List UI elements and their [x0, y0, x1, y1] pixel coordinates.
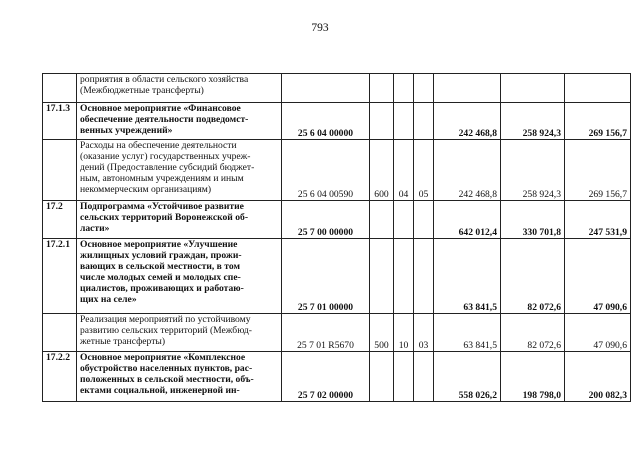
row-value-2: 258 924,3 — [501, 103, 565, 140]
row-code — [43, 140, 77, 201]
row-col3 — [370, 74, 394, 103]
row-name: Подпрограмма «Устойчивое развитие сельских территорий Воронежской об- ласти» — [77, 201, 282, 239]
page-number: 793 — [311, 22, 329, 34]
row-col3: 600 — [370, 140, 394, 201]
row-col3: 500 — [370, 314, 394, 352]
row-col4 — [394, 239, 414, 314]
row-kbk: 25 6 04 00590 — [282, 140, 370, 201]
row-value-3 — [565, 74, 631, 103]
row-col4 — [394, 352, 414, 402]
table-row — [43, 140, 631, 201]
row-code: 17.2 — [43, 201, 77, 239]
row-col5 — [414, 201, 434, 239]
row-col3 — [370, 352, 394, 402]
row-value-3: 269 156,7 — [565, 140, 631, 201]
row-value-2 — [501, 74, 565, 103]
row-value-2: 330 701,8 — [501, 201, 565, 239]
row-name: Основное мероприятие «Комплексное обустройство населенных пунктов, рас- положенных в сельской местности, объ- ектами социальной, инженерной ин- — [77, 352, 282, 402]
row-col5: 03 — [414, 314, 434, 352]
row-kbk: 25 7 01 00000 — [282, 239, 370, 314]
row-value-1: 63 841,5 — [434, 314, 501, 352]
row-name: Расходы на обеспечение деятельности (оказание услуг) государственных учреж- дений (Предоставление субсидий бюджет- ным, автономным учреждениям и иным некоммерческим организациям) — [77, 140, 282, 201]
row-value-3: 47 090,6 — [565, 239, 631, 314]
row-value-1: 642 012,4 — [434, 201, 501, 239]
row-value-3: 200 082,3 — [565, 352, 631, 402]
row-col4 — [394, 74, 414, 103]
row-col3 — [370, 103, 394, 140]
row-value-1: 63 841,5 — [434, 239, 501, 314]
row-kbk: 25 7 01 R5670 — [282, 314, 370, 352]
table-row — [43, 239, 631, 314]
row-value-1: 242 468,8 — [434, 140, 501, 201]
table-row — [43, 314, 631, 352]
row-value-2: 82 072,6 — [501, 314, 565, 352]
row-code — [43, 314, 77, 352]
row-value-3: 269 156,7 — [565, 103, 631, 140]
row-kbk: 25 7 02 00000 — [282, 352, 370, 402]
row-name: Основное мероприятие «Финансовое обеспечение деятельности подведомст- венных учреждений» — [77, 103, 282, 140]
row-name: Основное мероприятие «Улучшение жилищных условий граждан, прожи- вающих в сельской местности, в том числе молодых семей и молодых спе- циалистов, проживающих и работаю- щих на селе» — [77, 239, 282, 314]
row-kbk — [282, 74, 370, 103]
table-row — [43, 352, 631, 402]
row-code: 17.2.1 — [43, 239, 77, 314]
row-col4 — [394, 103, 414, 140]
row-col3 — [370, 239, 394, 314]
row-value-3: 247 531,9 — [565, 201, 631, 239]
row-name: Реализация мероприятий по устойчивому развитию сельских территорий (Межбюд- жетные трансферты) — [77, 314, 282, 352]
row-value-1: 558 026,2 — [434, 352, 501, 402]
row-value-3: 47 090,6 — [565, 314, 631, 352]
row-col4 — [394, 201, 414, 239]
row-col4: 04 — [394, 140, 414, 201]
row-col4: 10 — [394, 314, 414, 352]
row-name: роприятия в области сельского хозяйства (Межбюджетные трансферты) — [77, 74, 282, 103]
row-code: 17.2.2 — [43, 352, 77, 402]
row-col5 — [414, 239, 434, 314]
row-kbk: 25 6 04 00000 — [282, 103, 370, 140]
row-value-1: 242 468,8 — [434, 103, 501, 140]
row-code — [43, 74, 77, 103]
row-col5 — [414, 352, 434, 402]
table-body — [43, 74, 631, 402]
table-row — [43, 74, 631, 103]
row-col3 — [370, 201, 394, 239]
row-value-2: 198 798,0 — [501, 352, 565, 402]
row-col5: 05 — [414, 140, 434, 201]
row-kbk: 25 7 00 00000 — [282, 201, 370, 239]
row-value-2: 82 072,6 — [501, 239, 565, 314]
row-col5 — [414, 74, 434, 103]
row-value-2: 258 924,3 — [501, 140, 565, 201]
table-row — [43, 201, 631, 239]
row-col5 — [414, 103, 434, 140]
row-code: 17.1.3 — [43, 103, 77, 140]
row-value-1 — [434, 74, 501, 103]
table-row — [43, 103, 631, 140]
budget-table — [42, 73, 631, 402]
